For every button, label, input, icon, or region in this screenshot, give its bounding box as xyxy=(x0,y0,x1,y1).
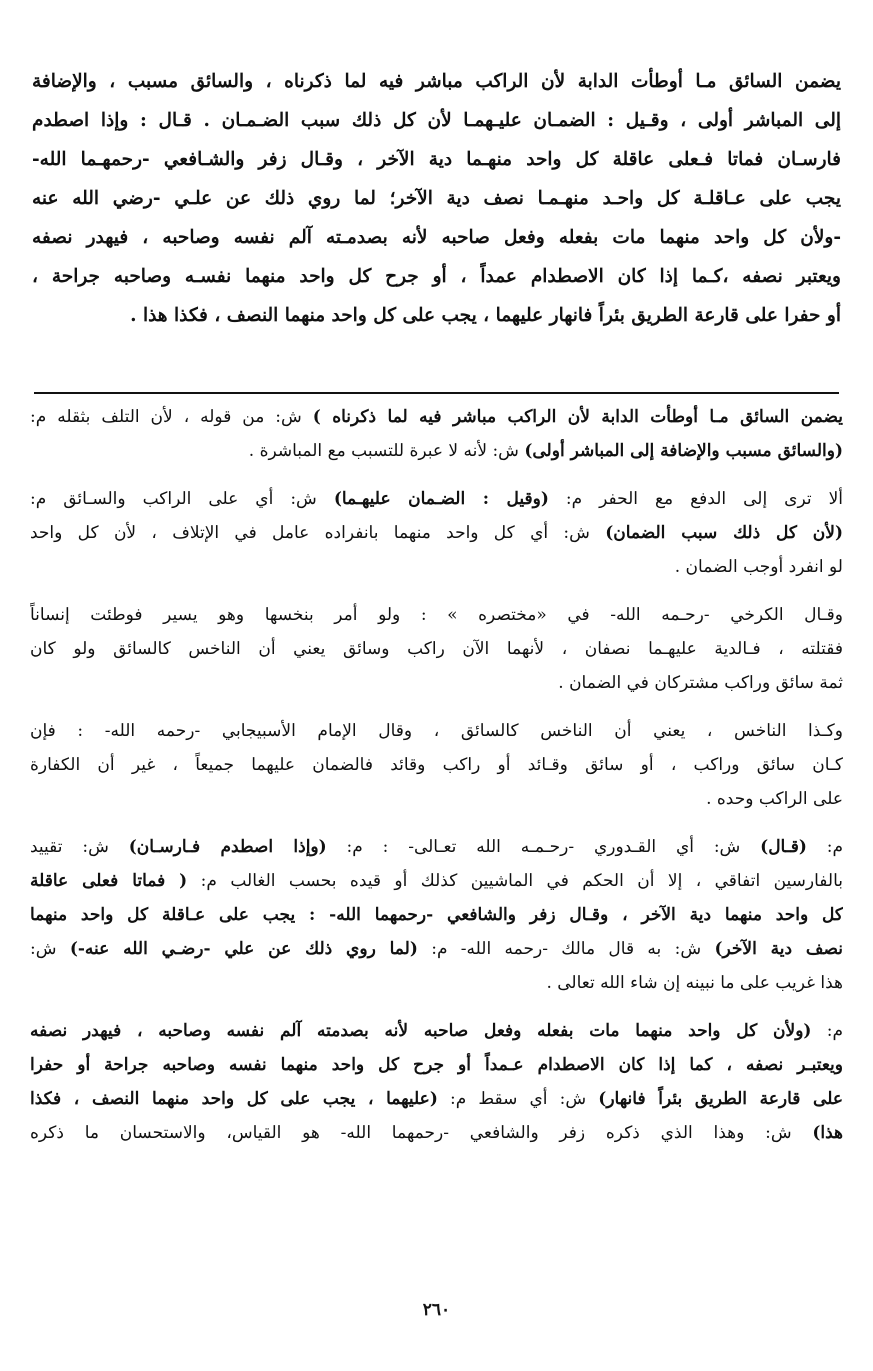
commentary-line: وكـذا الناخس ، يعني أن الناخس كالسائق ، وقال الإمام الأسبيجابي -رحمه الله- : فإن xyxy=(30,721,843,741)
commentary-line: كل واحد منهما دية الآخر ، وقـال زفر والشافعي -رحمهما الله- : يجب على عـاقلة كل واحد منهما xyxy=(30,905,843,925)
page-number: ٢٦٠ xyxy=(422,1300,451,1320)
main-text-line: يجب على عـاقلـة كل واحـد منهـمـا نصف دية الآخر؛ لما روي ذلك عن علـي -رضي الله عنه xyxy=(32,188,841,209)
commentary-paragraph-6 xyxy=(30,1014,843,1150)
commentary-text: ش: أي على الراكب والسـائق م: xyxy=(30,489,334,509)
quoted-main-text: (قـال) xyxy=(760,837,807,857)
quoted-main-text: (وإذا اصطدم فـارسـان) xyxy=(128,837,327,857)
commentary-text: م: xyxy=(806,837,843,857)
commentary-line xyxy=(30,516,843,550)
commentary-block xyxy=(30,400,843,1164)
commentary-paragraph-2 xyxy=(30,482,843,584)
commentary-text: ش: أي كل واحد منهما بانفراده عامل في الإتلاف ، لأن كل واحد xyxy=(30,523,606,543)
main-text-line: يضمن السائق مـا أوطأت الدابة لأن الراكب مباشر فيه لما ذكرناه ، والسائق مسبب ، والإضافة xyxy=(32,71,841,92)
main-text-line: أو حفرا على قارعة الطريق بئراً فانهار عليهما ، يجب على كل واحد منهما النصف ، فكذا هذا . xyxy=(130,305,841,326)
commentary-line: على الراكب وحده . xyxy=(706,789,843,809)
quoted-main-text: على قارعة الطريق بئراً فانهار) xyxy=(598,1089,843,1109)
commentary-line xyxy=(30,434,843,468)
quoted-main-text: (عليهما ، يجب على كل واحد منهما النصف ، فكذا xyxy=(30,1089,438,1109)
commentary-text: ش: xyxy=(30,939,70,959)
commentary-line: هذا غريب على ما نبينه إن شاء الله تعالى . xyxy=(546,973,843,993)
quoted-main-text: هذا) xyxy=(812,1123,843,1143)
commentary-paragraph-3 xyxy=(30,598,843,700)
commentary-text: ش: أي القـدوري -رحـمـه الله تعـالى- : م: xyxy=(326,837,761,857)
commentary-paragraph-4 xyxy=(30,714,843,816)
commentary-paragraph-1 xyxy=(30,400,843,468)
commentary-text: ش: لأنه لا عبرة للتسبب مع المباشرة . xyxy=(248,441,525,461)
commentary-text: ش: تقييد xyxy=(30,837,129,857)
main-text-block xyxy=(32,62,841,335)
quoted-main-text: (لأن كل ذلك سبب الضمان) xyxy=(605,523,843,543)
commentary-line xyxy=(30,830,843,864)
commentary-line: ثمة سائق وراكب مشتركان في الضمان . xyxy=(558,673,843,693)
commentary-line: كـان سائق وراكب ، أو سائق وقـائد أو راكب وقائد فالضمان عليهما جميعاً ، غير أن الكفارة xyxy=(30,755,843,775)
quoted-main-text: (وقيل : الضـمان عليهـما) xyxy=(333,489,549,509)
commentary-text: ش: وهذا الذي ذكره زفر والشافعي -رحمهما الله- هو القياس، والاستحسان ما ذكره xyxy=(30,1123,813,1143)
quoted-main-text: (والسائق مسبب والإضافة إلى المباشر أولى) xyxy=(524,441,843,461)
commentary-line xyxy=(30,1082,843,1116)
commentary-line: ويعتبـر نصفه ، كما إذا كان الاصطدام عـمداً أو جرح كل واحد منهما نفسه وصاحبه جراحة أو حفرا xyxy=(30,1055,843,1075)
commentary-line: فقتلته ، فـالدية عليهـما نصفان ، لأنهما الآن راكب وسائق يعني أن الناخس كالسائق ولو كان xyxy=(30,639,843,659)
commentary-line: لو انفرد أوجب الضمان . xyxy=(674,557,843,577)
quoted-main-text: يضمن السائق مـا أوطأت الدابة لأن الراكب مباشر فيه لما ذكرناه ) xyxy=(312,407,843,427)
quoted-main-text: ( فماتا فعلى عاقلة xyxy=(30,871,188,891)
commentary-line xyxy=(30,1014,843,1048)
main-text-line: -ولأن كل واحد منهما مات بفعله وفعل صاحبه لأنه بصدمـته آلم نفسه وصاحبه ، فيهدر نصفه xyxy=(32,227,841,248)
commentary-line xyxy=(30,482,843,516)
commentary-line: وقـال الكرخي -رحـمه الله- في «مختصره » : ولو أمر بنخسها وهو يسير فوطئت إنساناً xyxy=(30,605,843,625)
commentary-line xyxy=(30,1116,843,1150)
section-divider xyxy=(34,392,839,394)
commentary-text: م: xyxy=(811,1021,843,1041)
main-text-line: ويعتبر نصفه ،كـما إذا كان الاصطدام عمداً ، أو جرح كل واحد منهما نفسـه وصاحبه جراحة ، xyxy=(32,266,841,287)
quoted-main-text: نصف دية الآخر) xyxy=(714,939,843,959)
commentary-text: ش: أي سقط م: xyxy=(437,1089,599,1109)
quoted-main-text: (لما روي ذلك عن علي -رضـي الله عنه-) xyxy=(69,939,418,959)
commentary-line xyxy=(30,864,843,898)
commentary-line xyxy=(30,400,843,434)
commentary-text: ش: من قوله ، لأن التلف بثقله م: xyxy=(30,407,313,427)
commentary-text: ش: به قال مالك -رحمه الله- م: xyxy=(417,939,715,959)
quoted-main-text: (ولأن كل واحد منهما مات بفعله وفعل صاحبه لأنه بصدمته آلم نفسه وصاحبه ، فيهدر نصفه xyxy=(30,1021,812,1041)
commentary-text: ألا ترى إلى الدفع مع الحفر م: xyxy=(548,489,843,509)
main-text-line: فارسـان فماتا فـعلى عاقلة كل واحد منهـما دية الآخر ، وقـال زفر والشـافعي -رحمهـما الله- xyxy=(32,149,841,170)
main-text-line: إلى المباشر أولى ، وقـيل : الضمـان عليـهمـا لأن كل ذلك سبب الضـمـان . قـال : وإذا اصطدم xyxy=(32,110,841,131)
commentary-paragraph-5 xyxy=(30,830,843,1000)
commentary-text: بالفارسين اتفاقي ، إلا أن الحكم في الماشيين كذلك أو قيده بحسب الغالب م: xyxy=(187,871,843,891)
commentary-line xyxy=(30,932,843,966)
